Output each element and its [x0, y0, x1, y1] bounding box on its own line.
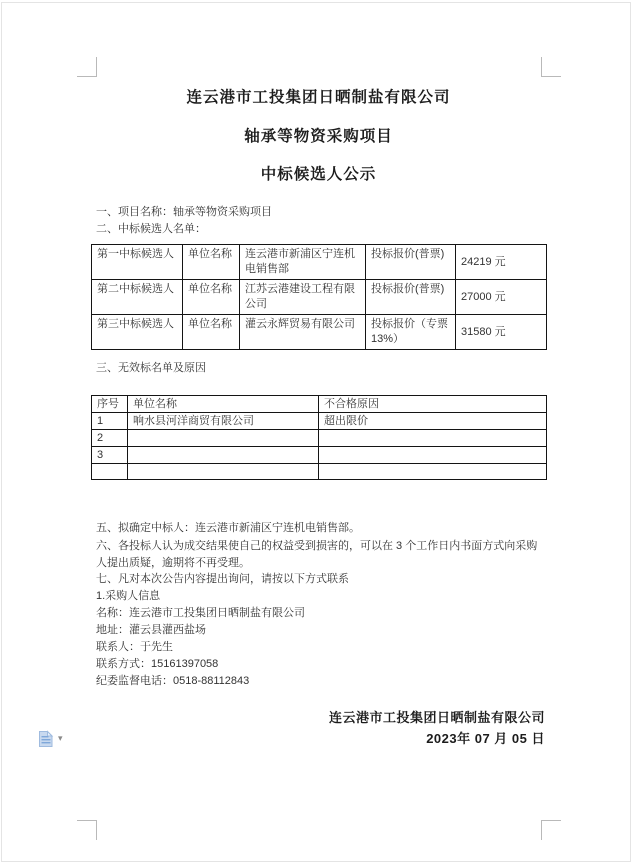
- price-label: 投标报价(普票): [366, 280, 456, 315]
- table-row: [92, 413, 547, 430]
- row-no: [92, 464, 128, 480]
- purchaser-phone: 联系方式：15161397058: [96, 658, 219, 670]
- signature-block: [329, 707, 545, 749]
- margin-crop-mark-top-right: [541, 57, 561, 77]
- row-reason: [319, 430, 547, 447]
- doc-title-company: 连云港市工投集团日晒制盐有限公司: [186, 89, 451, 106]
- discipline-supervision-phone: 纪委监督电话：0518-88112843: [96, 675, 250, 687]
- row-company: [128, 447, 319, 464]
- purchaser-info-block: [96, 588, 305, 690]
- row-no: 3: [92, 447, 128, 464]
- paste-options-button[interactable]: [38, 730, 72, 750]
- col-header-reason: 不合格原因: [319, 396, 547, 413]
- signature-date: 2023年 07 月 05 日: [426, 731, 545, 746]
- doc-title-announcement: 中标候选人公示: [260, 166, 377, 183]
- candidates-table: [91, 244, 547, 350]
- purchaser-info-heading: 1.采购人信息: [96, 590, 161, 602]
- section-3-invalid-bids: 三、无效标名单及原因: [96, 362, 206, 374]
- price-value: 27000 元: [456, 280, 547, 315]
- unit-label: 单位名称: [183, 280, 240, 315]
- unit-label: 单位名称: [183, 245, 240, 280]
- col-header-no: 序号: [92, 396, 128, 413]
- table-row: [92, 245, 547, 280]
- margin-crop-mark-bottom-right: [541, 820, 561, 840]
- purchaser-name: 名称：连云港市工投集团日晒制盐有限公司: [96, 607, 305, 619]
- price-label: 投标报价（专票 13%）: [366, 315, 456, 350]
- row-no: 2: [92, 430, 128, 447]
- candidate-rank: 第三中标候选人: [92, 315, 183, 350]
- chevron-down-icon[interactable]: ▾: [58, 733, 63, 743]
- row-company: [128, 430, 319, 447]
- price-label: 投标报价(普票): [366, 245, 456, 280]
- purchaser-contact-person: 联系人：于先生: [96, 641, 173, 653]
- price-value: 31580 元: [456, 315, 547, 350]
- section-2-candidate-list: 二、中标候选人名单：: [96, 223, 206, 235]
- col-header-company: 单位名称: [128, 396, 319, 413]
- candidate-rank: 第一中标候选人: [92, 245, 183, 280]
- invalid-bids-table: [91, 395, 547, 480]
- section-1-project-name: 一、项目名称：轴承等物资采购项目: [96, 206, 272, 218]
- section-5-proposed-winner: 五、拟确定中标人：连云港市新浦区宁连机电销售部。: [96, 522, 360, 534]
- candidate-company: 灌云永辉贸易有限公司: [240, 315, 366, 350]
- row-no: 1: [92, 413, 128, 430]
- row-reason: 超出限价: [319, 413, 547, 430]
- candidate-company: 连云港市新浦区宁连机电销售部: [240, 245, 366, 280]
- candidate-rank: 第二中标候选人: [92, 280, 183, 315]
- table-header-row: [92, 396, 547, 413]
- unit-label: 单位名称: [183, 315, 240, 350]
- row-company: 响水县河洋商贸有限公司: [128, 413, 319, 430]
- section-6-objection-notice: 六、各投标人认为成交结果使自己的权益受到损害的，可以在 3 个工作日内书面方式向采购人提出质疑，逾期将不再受理。: [96, 540, 538, 569]
- price-value: 24219 元: [456, 245, 547, 280]
- candidate-company: 江苏云港建设工程有限公司: [240, 280, 366, 315]
- row-company: [128, 464, 319, 480]
- table-row: [92, 447, 547, 464]
- table-row: [92, 280, 547, 315]
- section-7-contact-intro: 七、凡对本次公告内容提出询问，请按以下方式联系: [96, 573, 349, 585]
- row-reason: [319, 464, 547, 480]
- table-row: [92, 464, 547, 480]
- purchaser-address: 地址：灌云县灌西盐场: [96, 624, 206, 636]
- row-reason: [319, 447, 547, 464]
- table-row: [92, 315, 547, 350]
- table-row: [92, 430, 547, 447]
- margin-crop-mark-bottom-left: [77, 820, 97, 840]
- doc-title-project: 轴承等物资采购项目: [244, 128, 393, 145]
- margin-crop-mark-top-left: [77, 57, 97, 77]
- signature-company: 连云港市工投集团日晒制盐有限公司: [328, 710, 545, 725]
